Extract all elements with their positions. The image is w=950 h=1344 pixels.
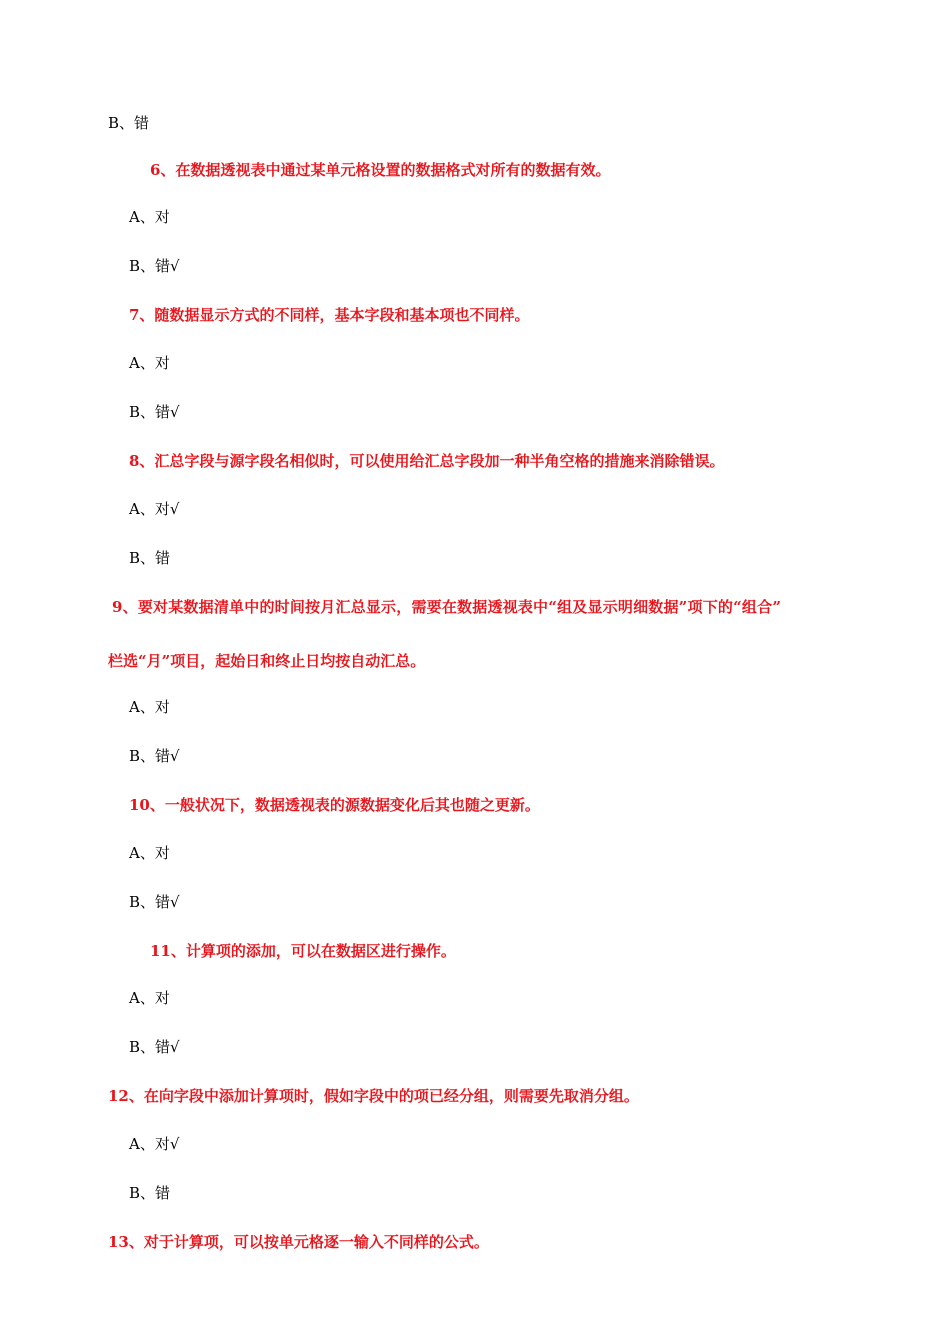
option-line: B、错	[108, 114, 150, 132]
option-line: B、错√	[129, 747, 180, 765]
question-line: 7、随数据显示方式的不同样，基本字段和基本项也不同样。	[129, 306, 530, 324]
option-line: A、对√	[129, 500, 180, 518]
question-line: 13、对于计算项，可以按单元格逐一输入不同样的公式。	[108, 1233, 489, 1251]
question-line-continued: 栏选“月”项目，起始日和终止日均按自动汇总。	[108, 652, 426, 670]
option-line: B、错	[129, 1184, 171, 1202]
option-line: A、对	[129, 208, 170, 226]
question-line: 12、在向字段中添加计算项时，假如字段中的项已经分组，则需要先取消分组。	[108, 1087, 639, 1105]
option-line: B、错√	[129, 403, 180, 421]
question-line: 11、计算项的添加，可以在数据区进行操作。	[150, 942, 456, 960]
option-line: A、对	[129, 844, 170, 862]
option-line: B、错√	[129, 257, 180, 275]
question-line: 8、汇总字段与源字段名相似时，可以使用给汇总字段加一种半角空格的措施来消除错误。	[129, 452, 725, 470]
option-line: A、对	[129, 698, 170, 716]
question-line: 10、一般状况下，数据透视表的源数据变化后其也随之更新。	[129, 796, 540, 814]
option-line: A、对	[129, 989, 170, 1007]
question-line: 9、要对某数据清单中的时间按月汇总显示，需要在数据透视表中“组及显示明细数据”项下的“组合”	[112, 598, 782, 616]
option-line: A、对	[129, 354, 170, 372]
option-line: B、错√	[129, 1038, 180, 1056]
question-line: 6、在数据透视表中通过某单元格设置的数据格式对所有的数据有效。	[150, 161, 611, 179]
option-line: A、对√	[129, 1135, 180, 1153]
option-line: B、错√	[129, 893, 180, 911]
option-line: B、错	[129, 549, 171, 567]
